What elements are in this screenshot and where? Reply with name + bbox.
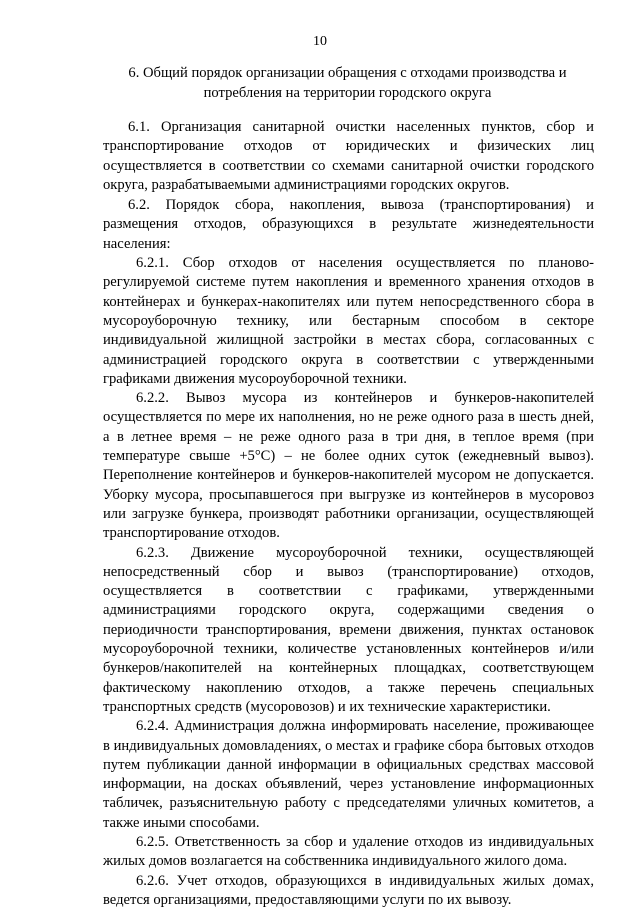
- section-heading: 6. Общий порядок организации обращения с отходами производства и потребления на территории городского округа: [128, 65, 567, 101]
- paragraph-6-2-4: 6.2.4. Администрация должна информировать население, проживающее в индивидуальных домовладениях, о местах и графике сбора бытовых отходов путем публикации данной информации в официальных средствах массовой информации, на досках объявлений, через установление информационных табличек, разъяснительную работу с председателями уличных комитетов, а также иными способами.: [103, 718, 594, 831]
- paragraph-6-1: 6.1. Организация санитарной очистки населенных пунктов, сбор и транспортирование отходов от юридических и физических лиц осуществляется в соответствии со схемами санитарной очистки городского округа, разрабатываемыми администрациями городских округов.: [103, 119, 594, 193]
- paragraph-6-2-5: 6.2.5. Ответственность за сбор и удаление отходов из индивидуальных жилых домов возлагается на собственника индивидуального жилого дома.: [103, 833, 594, 870]
- paragraph-6-2-3: 6.2.3. Движение мусороуборочной техники, осуществляющей непосредственный сбор и вывоз (транспортирование) отходов, осуществляется в соответствии с графиками, утвержденными администрациями городского округа, содержащими сведения о периодичности транспортирования, времени движения, пунктах остановок мусороуборочной техники, количестве установленных контейнеров и/или бункеров/накопителей на контейнерных площадках, соответствующем фактическому накоплению отходов, а также перечень специальных транспортных средств (мусоровозов) и их технические характеристики.: [103, 544, 594, 715]
- paragraph-6-2: 6.2. Порядок сбора, накопления, вывоза (транспортирования) и размещения отходов, образующихся в результате жизнедеятельности населения:: [103, 197, 594, 252]
- page-number: 10: [313, 34, 327, 49]
- paragraph-6-2-1: 6.2.1. Сбор отходов от населения осуществляется по планово-регулируемой системе путем накопления и временного хранения отходов в контейнерах и бункерах-накопителях или путем непосредственного сбора в мусороуборочную технику, или бестарным способом в секторе индивидуальной жилищной застройки в местах сбора, согласованных с администрацией городского округа в соответствии с утвержденными графиками движения мусороуборочной техники.: [103, 255, 594, 387]
- paragraph-6-2-2: 6.2.2. Вывоз мусора из контейнеров и бункеров-накопителей осуществляется по мере их наполнения, но не реже одного раза в шесть дней, а в летнее время – не реже одного раза в три дня, в теплое время (при температуре свыше +5°С) – не более одних суток (ежедневный вывоз). Переполнение контейнеров и бункеров-накопителей мусором не допускается. Уборку мусора, просыпавшегося при выгрузке из контейнеров в мусоровоз или загрузке бункера, производят работники организации, осуществляющей транспортирование отходов.: [103, 390, 594, 542]
- paragraph-6-2-6: 6.2.6. Учет отходов, образующихся в индивидуальных жилых домах, ведется организациями, предоставляющими услуги по их вывозу.: [103, 872, 594, 908]
- document-body: [103, 118, 594, 910]
